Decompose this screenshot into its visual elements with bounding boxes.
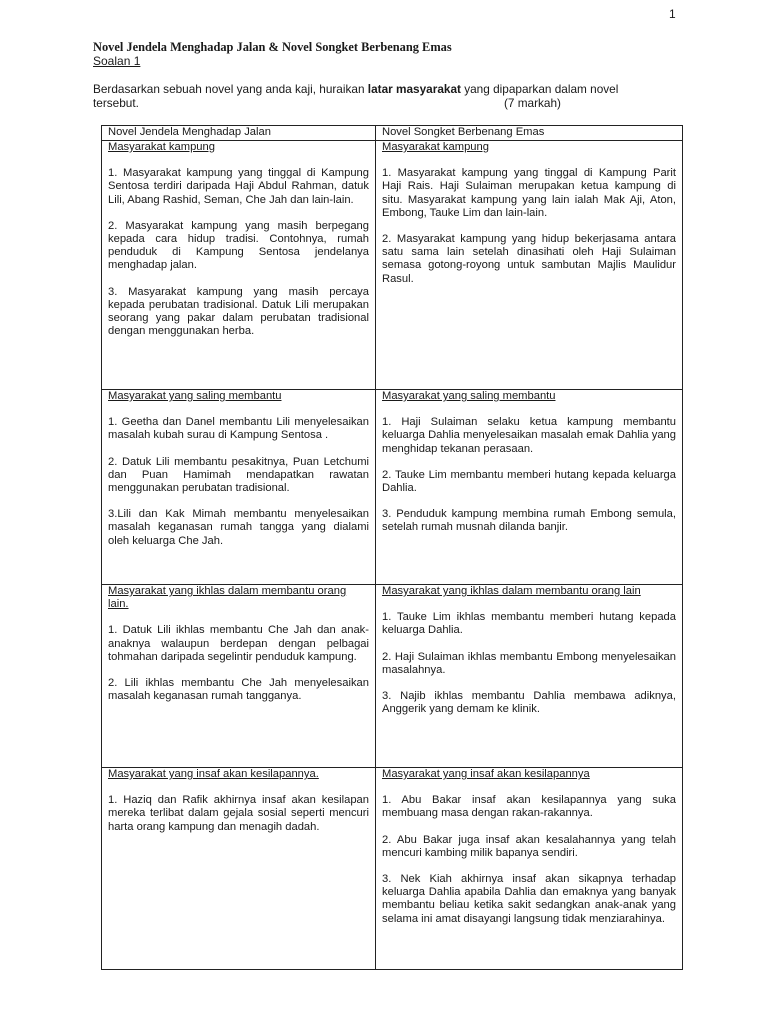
section-heading: Masyarakat yang saling membantu: [382, 390, 556, 402]
question-line2: tersebut.: [93, 96, 139, 110]
comparison-table: [101, 125, 683, 970]
row2-right-cell: [376, 390, 683, 585]
row2-left-cell: [102, 390, 376, 585]
row4-left-cell: [102, 768, 376, 970]
question-marks: (7 markah): [503, 96, 561, 110]
list-item: 1. Masyarakat kampung yang tinggal di Kampung Parit Haji Rais. Haji Sulaiman merupakan ketua kampung di situ. Masyarakat kampung yang lain ialah Mak Aji, Aton, Embong, Tauke Lim dan lain-lain.: [382, 167, 676, 219]
list-item: 2. Masyarakat kampung yang hidup bekerjasama antara satu sama lain setelah dinasihati oleh Haji Sulaiman semasa gotong-royong untuk sambutan Majlis Maulidur Rasul.: [382, 233, 676, 285]
table-row: [102, 141, 683, 390]
list-item: 1. Haji Sulaiman selaku ketua kampung membantu keluarga Dahlia menyelesaikan masalah emak Dahlia yang menghidap tekanan perasaan.: [382, 416, 676, 455]
table-row: [102, 585, 683, 768]
list-item: 1. Haziq dan Rafik akhirnya insaf akan kesilapan mereka terlibat dalam gejala sosial seperti mencuri harta orang kampung dan menagih dadah.: [108, 794, 369, 833]
list-item: 2. Tauke Lim membantu memberi hutang kepada keluarga Dahlia.: [382, 468, 676, 495]
list-item: 3. Penduduk kampung membina rumah Embong semula, setelah rumah musnah dilanda banjir.: [382, 508, 676, 534]
question-text: [93, 82, 681, 110]
list-item: 1. Tauke Lim ikhlas membantu memberi hutang kepada keluarga Dahlia.: [382, 611, 676, 637]
row3-left-cell: [102, 585, 376, 768]
page-number: 1: [669, 7, 676, 21]
list-item: 2. Datuk Lili membantu pesakitnya, Puan Letchumi dan Puan Hamimah mendapatkan rawatan menggunakan perubatan tradisional.: [108, 455, 369, 495]
section-heading: Masyarakat kampung: [382, 141, 489, 153]
list-item: 2. Abu Bakar juga insaf akan kesalahannya yang telah mencuri kambing milik bapanya sendiri.: [382, 833, 676, 859]
list-item: 3. Najib ikhlas membantu Dahlia membawa adiknya, Anggerik yang demam ke klinik.: [382, 690, 676, 716]
question-part1: Berdasarkan sebuah novel yang anda kaji, huraikan: [93, 82, 368, 96]
list-item: 3.Lili dan Kak Mimah membantu menyelesaikan masalah keganasan rumah tangga yang dialami oleh keluarga Che Jah.: [108, 508, 369, 547]
table-header-row: [102, 126, 683, 141]
table-row: [102, 390, 683, 585]
section-heading: Masyarakat yang insaf akan kesilapannya.: [108, 768, 319, 780]
row4-right-cell: [376, 768, 683, 970]
row1-right-cell: [376, 141, 683, 390]
list-item: 2. Haji Sulaiman ikhlas membantu Embong menyelesaikan masalahnya.: [382, 650, 676, 676]
list-item: 2. Masyarakat kampung yang masih berpegang kepada cara hidup tradisi. Contohnya, rumah penduduk di Kampung Sentosa jendelanya menghadap jalan.: [108, 219, 369, 272]
list-item: 1. Datuk Lili ikhlas membantu Che Jah dan anak-anaknya walaupun berdepan dengan pelbagai tohmahan daripada segelintir penduduk kampung.: [108, 624, 369, 663]
section-heading: Masyarakat kampung: [108, 141, 215, 153]
row1-left-cell: [102, 141, 376, 390]
list-item: 1. Geetha dan Danel membantu Lili menyelesaikan masalah kubah surau di Kampung Sentosa .: [108, 416, 369, 442]
question-part2: yang dipaparkan dalam novel: [460, 82, 619, 96]
list-item: 2. Lili ikhlas membantu Che Jah menyelesaikan masalah keganasan rumah tangganya.: [108, 677, 369, 703]
section-heading: Masyarakat yang ikhlas dalam membantu orang lain: [382, 585, 641, 597]
question-label: Soalan 1: [93, 54, 141, 68]
list-item: 3. Masyarakat kampung yang masih percaya kepada perubatan tradisional. Datuk Lili merupakan seorang yang pakar dalam perubatan tradisional dengan menggunakan herba.: [108, 285, 369, 338]
question-keyword: latar masyarakat: [367, 82, 461, 96]
list-item: 3. Nek Kiah akhirnya insaf akan sikapnya terhadap keluarga Dahlia apabila Dahlia dan emaknya yang banyak membantu beliau ketika sakit sedangkan anak-anak yang selama ini amat disayangi langsung tidak menziarahinya.: [382, 873, 676, 925]
row3-right-cell: [376, 585, 683, 768]
header-left: Novel Jendela Menghadap Jalan: [102, 126, 376, 141]
section-heading: Masyarakat yang saling membantu: [108, 390, 282, 402]
section-heading: Masyarakat yang ikhlas dalam membantu orang lain.: [108, 585, 347, 611]
list-item: 1. Masyarakat kampung yang tinggal di Kampung Sentosa terdiri daripada Haji Abdul Rahman, datuk Lili, Abang Rashid, Seman, Che Jah dan lain-lain.: [108, 167, 369, 206]
list-item: 1. Abu Bakar insaf akan kesilapannya yang suka membuang masa dengan rakan-rakannya.: [382, 794, 676, 820]
section-heading: Masyarakat yang insaf akan kesilapannya: [382, 768, 590, 780]
document-title: Novel Jendela Menghadap Jalan & Novel Songket Berbenang Emas: [93, 40, 452, 54]
table-row: [102, 768, 683, 970]
header-right: Novel Songket Berbenang Emas: [376, 126, 683, 141]
